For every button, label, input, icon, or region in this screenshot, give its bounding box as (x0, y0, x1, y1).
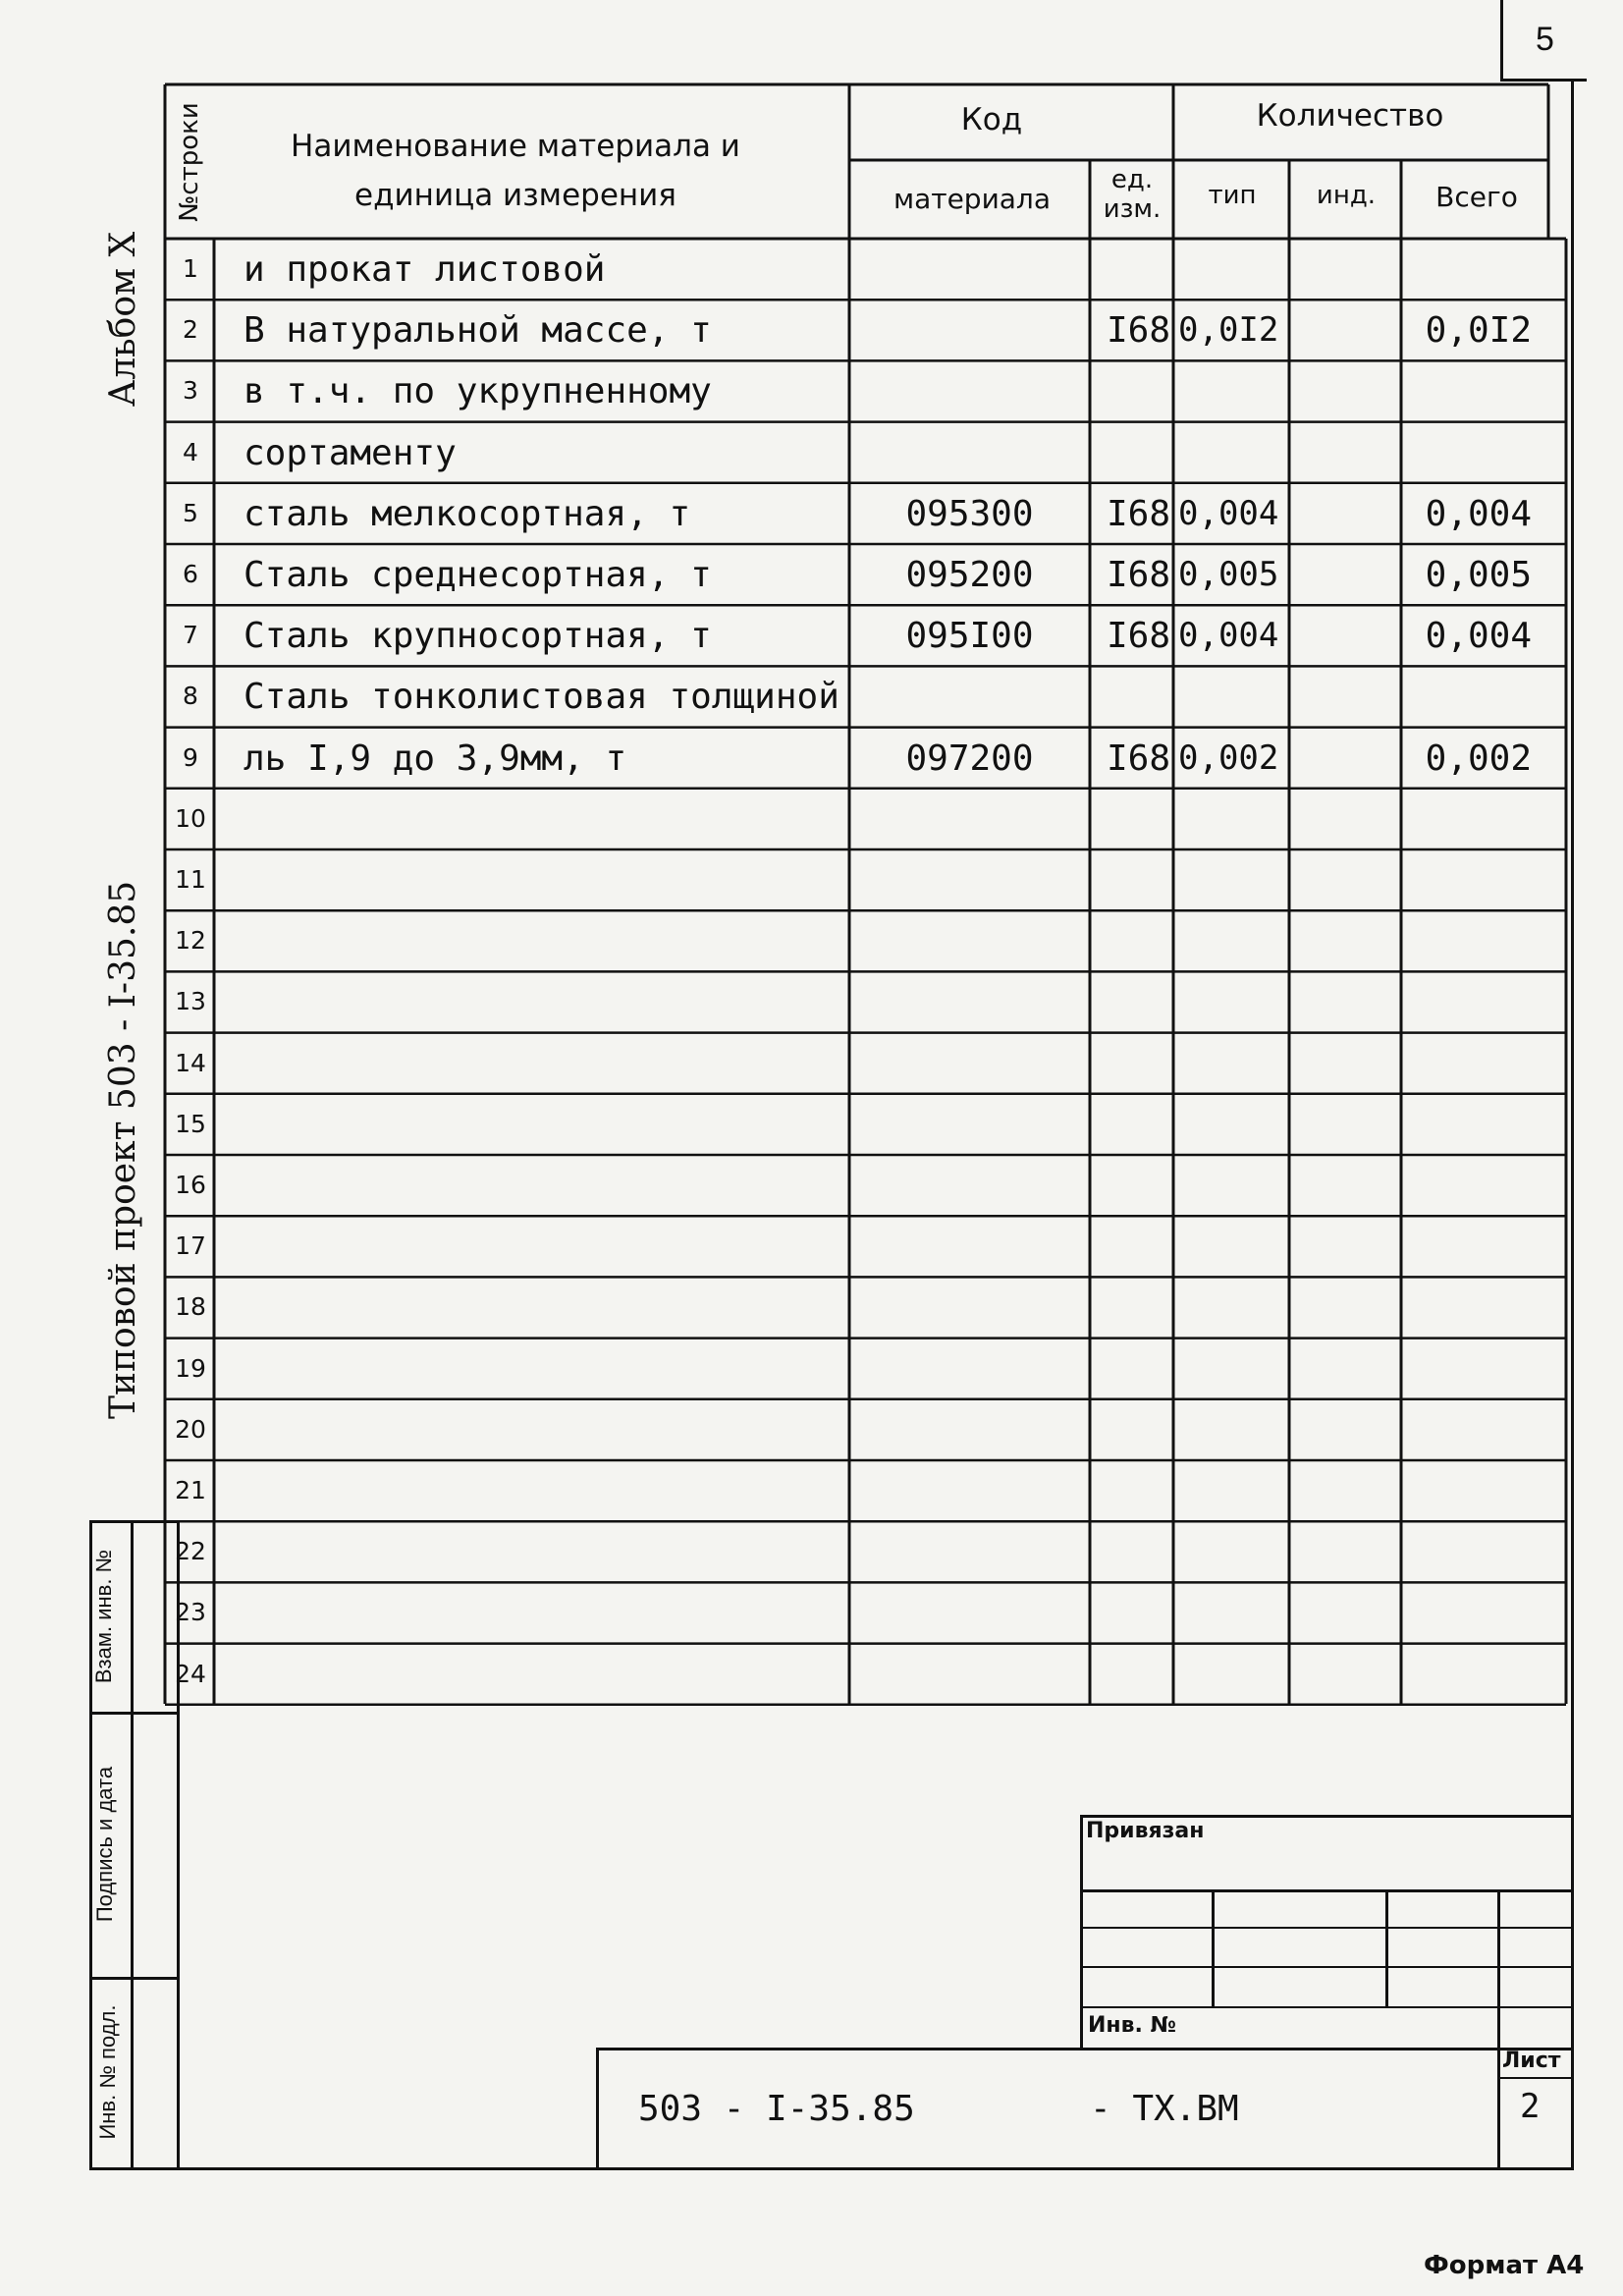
header-name: Наименование материала и единица измерения (291, 129, 740, 213)
cell-code: 097200 (905, 738, 1034, 779)
cell-type: 0,002 (1178, 738, 1279, 778)
cell-code: 095200 (905, 555, 1034, 595)
cell-name: Сталь крупносортная, т (243, 616, 712, 657)
header-row-number: №строки (175, 102, 204, 222)
row-number: 9 (183, 742, 198, 772)
header-individual: инд. (1316, 181, 1377, 210)
cell-code: 095300 (905, 493, 1034, 534)
row-number: 24 (175, 1659, 206, 1688)
format-label: Формат А4 (1424, 2251, 1585, 2280)
project-title: Типовой проект 503 - I-35.85 (103, 880, 143, 1419)
header-material: материала (893, 183, 1051, 215)
stamp-linked: Привязан (1086, 1819, 1205, 1843)
cell-name: ль I,9 до 3,9мм, т (243, 738, 627, 779)
row-number: 8 (183, 682, 198, 711)
cell-unit: I68 (1106, 493, 1170, 534)
row-number: 21 (175, 1476, 206, 1504)
row-number: 3 (183, 376, 198, 406)
row-number: 14 (175, 1048, 206, 1077)
cell-type: 0,0I2 (1178, 310, 1279, 351)
stamp-sheet-label: Лист (1502, 2049, 1561, 2073)
row-number: 10 (175, 803, 206, 833)
row-number: 7 (183, 621, 198, 650)
cell-name: сортаменту (243, 432, 457, 473)
cell-type: 0,004 (1178, 616, 1279, 656)
row-number: 22 (175, 1537, 206, 1566)
cell-name: Сталь тонколистовая толщиной (243, 677, 839, 718)
header-type: тип (1208, 181, 1257, 210)
row-number: 1 (183, 254, 198, 283)
row-number: 13 (175, 987, 206, 1016)
cell-total: 0,002 (1425, 738, 1532, 779)
row-number: 23 (175, 1598, 206, 1627)
stamp-sheet-number: 2 (1520, 2087, 1541, 2126)
row-number: 4 (183, 437, 198, 466)
stamp-designation: 503 - I-35.85 (638, 2089, 915, 2129)
cell-unit: I68 (1106, 738, 1170, 779)
field-original-inv: Инв. № подл. (95, 2004, 120, 2140)
row-number: 16 (175, 1171, 206, 1199)
cell-unit: I68 (1106, 310, 1170, 352)
cell-type: 0,004 (1178, 493, 1279, 533)
row-number: 18 (175, 1292, 206, 1322)
cell-total: 0,005 (1425, 555, 1532, 595)
row-number: 5 (183, 498, 198, 527)
row-number: 6 (183, 560, 198, 588)
row-number: 11 (175, 865, 206, 894)
row-number: 19 (175, 1353, 206, 1383)
cell-unit: I68 (1106, 555, 1170, 595)
row-number: 2 (183, 315, 198, 345)
cell-total: 0,0I2 (1425, 310, 1532, 352)
row-number: 20 (175, 1414, 206, 1444)
cell-name: В натуральной массе, т (243, 310, 712, 352)
album-title: Альбом Х (103, 231, 143, 408)
cell-name: в т.ч. по укрупненному (243, 371, 712, 412)
cell-name: и прокат листовой (243, 249, 606, 290)
row-number: 12 (175, 926, 206, 956)
header-total: Всего (1435, 181, 1518, 213)
header-unit: ед. изм. (1103, 165, 1162, 224)
row-number: 17 (175, 1231, 206, 1261)
page-number: 5 (1500, 0, 1587, 82)
cell-name: сталь мелкосортная, т (243, 493, 691, 534)
cell-unit: I68 (1106, 616, 1170, 657)
header-code: Код (960, 102, 1023, 137)
cell-name: Сталь среднесортная, т (243, 555, 712, 595)
cell-code: 095I00 (905, 616, 1034, 657)
field-replace-inv: Взам. инв. № (91, 1549, 116, 1684)
cell-type: 0,005 (1178, 555, 1279, 594)
cell-total: 0,004 (1425, 493, 1532, 534)
header-quantity: Количество (1256, 98, 1444, 134)
cell-total: 0,004 (1425, 616, 1532, 657)
row-number: 15 (175, 1109, 206, 1138)
stamp-designation-suffix: - ТХ.ВМ (1090, 2089, 1239, 2129)
field-signature-date: Подпись и дата (92, 1766, 117, 1923)
stamp-inv-no: Инв. № (1088, 2013, 1177, 2038)
